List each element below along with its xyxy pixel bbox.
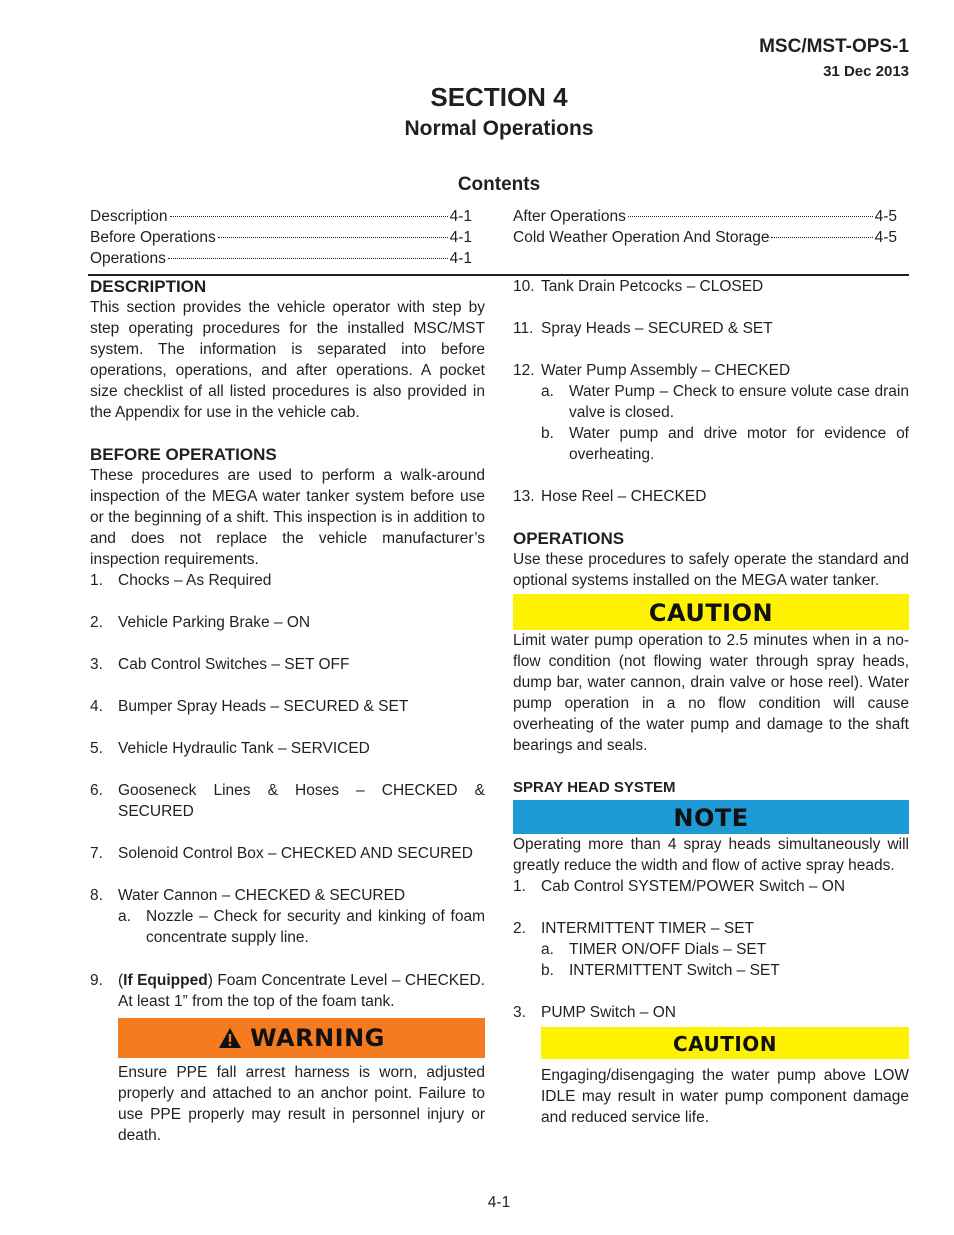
toc-label: Description <box>90 208 168 225</box>
caution-banner: CAUTION <box>513 594 909 630</box>
if-equipped-label: If Equipped <box>123 972 208 989</box>
checklist-item: 3. Cab Control Switches – SET OFF <box>90 656 350 673</box>
right-column <box>513 276 909 1128</box>
toc-right <box>513 206 897 248</box>
section-subtitle: Normal Operations <box>404 117 594 140</box>
document-id: MSC/MST-OPS-1 <box>759 36 909 57</box>
checklist-item: 10. Tank Drain Petcocks – CLOSED <box>513 278 764 295</box>
toc-page: 4-5 <box>874 229 897 246</box>
caution-banner-small: CAUTION <box>541 1027 909 1059</box>
warning-label: WARNING <box>250 1024 385 1052</box>
toc-label: Operations <box>90 250 166 267</box>
warning-banner <box>118 1018 485 1058</box>
checklist-subitem: a. Nozzle – Check for security and kinking of foam concentrate supply line. <box>118 908 485 946</box>
checklist-subitem: a. TIMER ON/OFF Dials – SET <box>541 941 767 958</box>
toc-entry[interactable] <box>90 248 472 269</box>
checklist-item: 8. Water Cannon – CHECKED & SECURED <box>90 887 406 904</box>
toc-entry[interactable] <box>90 206 472 227</box>
toc-entry[interactable] <box>513 227 897 248</box>
before-operations-heading: BEFORE OPERATIONS <box>90 445 277 464</box>
checklist-item: 11. Spray Heads – SECURED & SET <box>513 320 773 337</box>
toc-page: 4-5 <box>874 208 897 225</box>
warning-triangle-icon <box>218 1027 242 1049</box>
page-number: 4-1 <box>487 1194 511 1211</box>
checklist-item: 13. Hose Reel – CHECKED <box>513 488 707 505</box>
description-heading: DESCRIPTION <box>90 277 207 296</box>
checklist-item: 12. Water Pump Assembly – CHECKED <box>513 362 791 379</box>
toc-left <box>90 206 472 269</box>
note-banner: NOTE <box>513 800 909 834</box>
spray-head-heading: SPRAY HEAD SYSTEM <box>513 779 676 796</box>
operations-heading: OPERATIONS <box>513 529 625 548</box>
document-date: 31 Dec 2013 <box>823 63 909 80</box>
section-title: SECTION 4 <box>430 82 568 112</box>
checklist-subitem: b. Water pump and drive motor for evidence of overheating. <box>541 425 909 463</box>
checklist-item: 3. PUMP Switch – ON <box>513 1004 676 1021</box>
warning-text: Ensure PPE fall arrest harness is worn, adjusted properly and attached to an anchor point. Failure to use PPE properly may result in personnel injury or death. <box>118 1064 485 1144</box>
checklist-item: 5. Vehicle Hydraulic Tank – SERVICED <box>90 740 370 757</box>
checklist-subitem: b. INTERMITTENT Switch – SET <box>541 962 780 979</box>
left-column <box>90 276 485 1146</box>
note-text: Operating more than 4 spray heads simultaneously will greatly reduce the width and flow of active spray heads. <box>513 836 909 874</box>
checklist-item: 6. Gooseneck Lines & Hoses – CHECKED & SECURED <box>90 782 485 820</box>
toc-label: Cold Weather Operation And Storage <box>513 229 770 246</box>
toc-page: 4-1 <box>449 229 472 246</box>
caution-text: Limit water pump operation to 2.5 minutes when in a no-flow condition (not flowing water through spray heads, dump bar, water cannon, drain valve or hose reel). Water pump operation in a no flow condition will cause overheating of the water pump and damage to the shaft bearings and seals. <box>513 632 909 754</box>
toc-entry[interactable] <box>90 227 472 248</box>
checklist-item: 1. Chocks – As Required <box>90 572 272 589</box>
toc-label: After Operations <box>513 208 626 225</box>
checklist-item: 2. Vehicle Parking Brake – ON <box>90 614 311 631</box>
caution-text-small: Engaging/disengaging the water pump above LOW IDLE may result in water pump component damage and reduced service life. <box>541 1067 909 1126</box>
checklist-item: 9. (If Equipped) Foam Concentrate Level – CHECKED. At least 1” from the top of the foam tank. <box>90 972 485 1010</box>
contents-heading: Contents <box>457 174 541 195</box>
before-operations-body: These procedures are used to perform a walk-around inspection of the MEGA water tanker system before use or the beginning of a shift. This inspection is in addition to and does not replace the vehicle manufacturer’s inspection requirements. <box>90 467 485 568</box>
checklist-item: 1. Cab Control SYSTEM/POWER Switch – ON <box>513 878 846 895</box>
toc-page: 4-1 <box>449 250 472 267</box>
checklist-subitem: a. Water Pump – Check to ensure volute case drain valve is closed. <box>541 383 909 421</box>
checklist-item: 4. Bumper Spray Heads – SECURED & SET <box>90 698 409 715</box>
toc-entry[interactable] <box>513 206 897 227</box>
toc-page: 4-1 <box>449 208 472 225</box>
checklist-item: 7. Solenoid Control Box – CHECKED AND SECURED <box>90 845 473 862</box>
toc-label: Before Operations <box>90 229 216 246</box>
checklist-item: 2. INTERMITTENT TIMER – SET <box>513 920 754 937</box>
operations-body: Use these procedures to safely operate the standard and optional systems installed on the MEGA water tanker. <box>513 551 909 589</box>
description-body: This section provides the vehicle operator with step by step operating procedures for the installed MSC/MST system. The information is separated into before operations, operations, and after operations. A pocket size checklist of all listed procedures is also provided in the Appendix for use in the vehicle cab. <box>90 299 485 421</box>
